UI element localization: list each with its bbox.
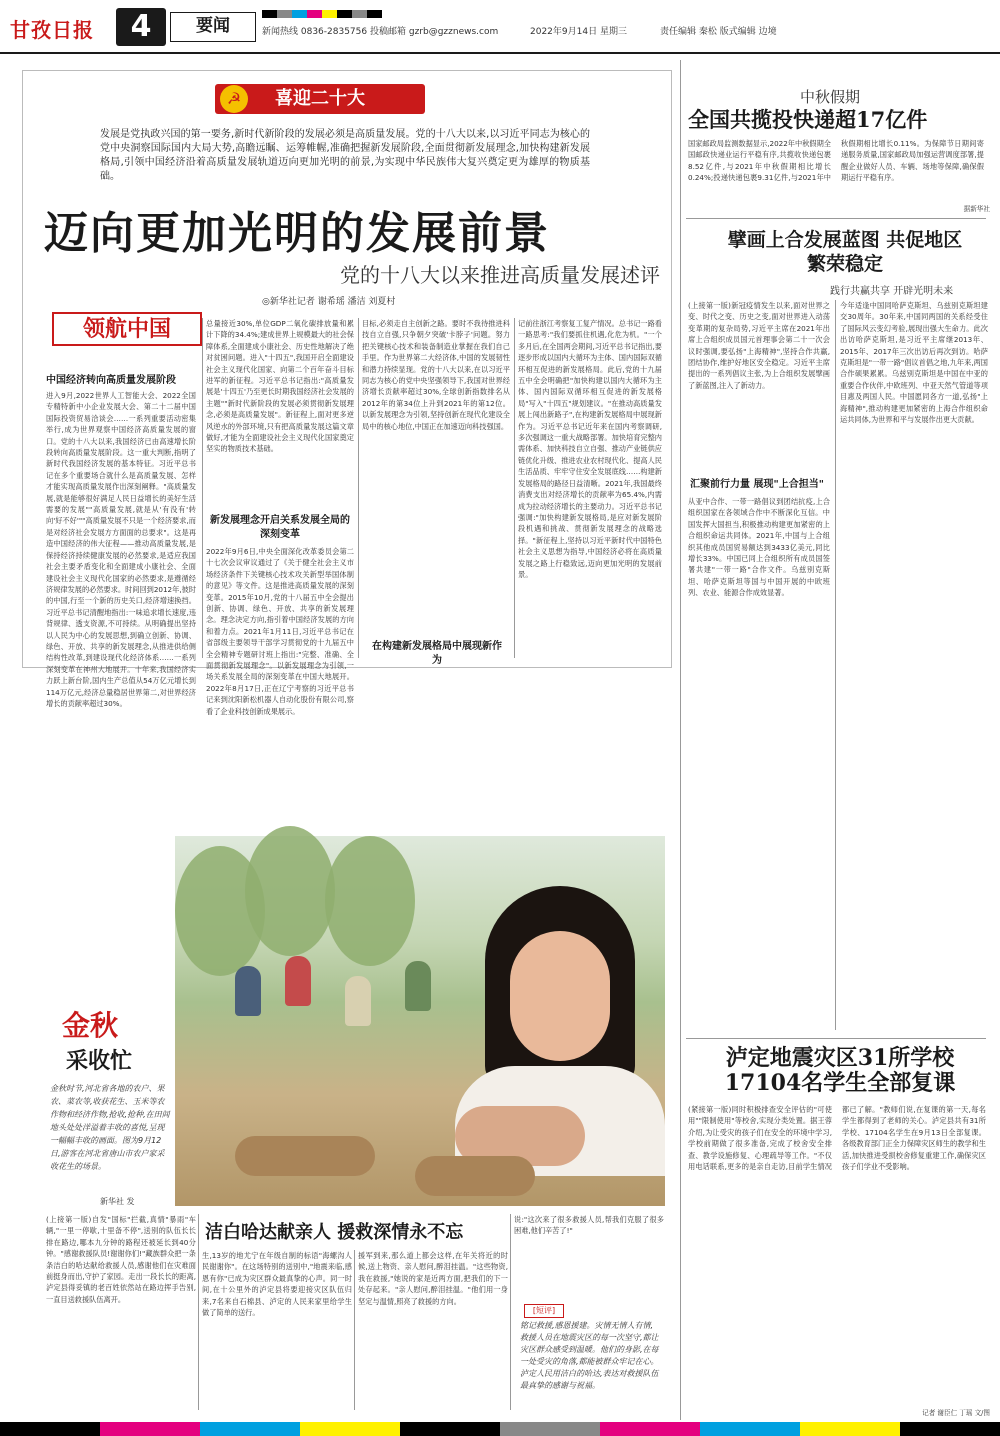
newspaper-logo: 甘孜日报 (10, 18, 94, 42)
sco-body-b: 从亚中合作、一带一路倡议到团结抗疫,上合组织国家在各领域合作中不断深化互信。中国发挥大国担当,积极推动构建更加紧密的上合组织命运共同体。2021年,中国与上合组织其他成员国贸易额达到3433亿美元,同比增长33%。中国已同上合组织所有成员国签署共建"一带一路"合作文件。乌兹别克斯坦、哈萨克斯坦等国与中国开展的中欧班列、农业、能源合作成效显著。 (688, 497, 830, 598)
lead-byline: ◎新华社记者 谢希瑶 潘洁 刘夏村 (262, 297, 396, 307)
column-divider (358, 318, 359, 658)
column-divider (514, 318, 515, 658)
hada-column-3: 援军到来,那么道上都会这样,在年关将近的时候,送上物资、亲人慰问,醉泪挂温。"这些物资,我在救援,"她说的家是近两方面,把我们的下一处存起来。"亲人慰问,醉泪挂温。"他们用一身坚定与温情,照亮了救援的方向。 (358, 1251, 508, 1306)
sco-subhead: 汇聚前行力量 展现"上合担当" (690, 479, 824, 490)
column-divider (198, 1214, 199, 1410)
column-divider (202, 318, 203, 658)
news-hotline: 新闻热线 0836-2835756 (262, 27, 368, 37)
express-body: 国家邮政局监测数据显示,2022年中秋假期全国邮政快递业运行平稳有序,共揽收快递包裹8.52亿件,与2021年中秋假期相比增长0.24%;投递快递包裹9.31亿件,与2021年中秋假期相比增长0.11%。为保障节日期间寄递服务质量,国家邮政局加强运营调度部署,提醒企业做好人员、车辆、场地等保障,确保假期运行平稳有序。 (688, 139, 984, 183)
column-divider (510, 1214, 511, 1410)
sco-body-c: 今年适逢中国同哈萨克斯坦、乌兹别克斯坦建交30周年。30年来,中国同两国的关系经受住了国际风云变幻考验,展现出强大生命力。此次出访哈萨克斯坦,是习近平主席继2013年、2015年、2017年三次出访后再次到访。哈萨克斯坦是"一带一路"倡议首倡之地,九年来,两国合作硕果累累。乌兹别克斯坦是中国在中亚的重要合作伙伴,中欧班列、中亚天然气管道等项目惠及两国人民。中国愿同各方一道,弘扬"上海精神",推动构建更加紧密的上海合作组织命运共同体,为世界和平与发展作出更大贡献。 (840, 301, 988, 425)
column-divider (835, 300, 836, 1030)
section-rule (686, 1038, 986, 1039)
masthead (0, 0, 1000, 54)
hada-column-4: 说:"这次来了很多救援人员,帮我们克服了很多困难,他们辛苦了!" (514, 1215, 664, 1236)
express-tag: 中秋假期 (800, 88, 861, 106)
sco-subheadline: 践行共赢共享 开辟光明未来 (830, 286, 954, 297)
hada-column-2: 生,13岁的地尤宁在年级自制的标语"海螺沟人民谢谢你"。在这场特别的送别中,"地震来临,感恩有你"已成为灾区群众最真挚的心声。同一时间,在十公里外的泸定县将要迎接灾区队伍归来,7名来自石棉县、泸定的人民来家里给学生做了简单的送行。 (202, 1251, 352, 1318)
lead-subhead-2: 新发展理念开启关系发展全局的深刻变革 (210, 515, 350, 540)
express-source: 据新华社 (963, 205, 990, 213)
column-tag: 领航中国 (52, 312, 202, 346)
lead-headline: 迈向更加光明的发展前景 (44, 208, 550, 259)
photo-caption: 金秋时节,河北省各地的农户、果农、菜农等,收获花生、玉米等农作物和经济作物,抢收,抢种,在田间地头处处洋溢着丰收的喜悦,呈现一幅幅丰收的画面。图为9月12日,游客在河北省唐山市农户家采收花生的场景。 (50, 1084, 170, 1171)
lead-column-3: 目标,必须走自主创新之路。要时不我待推进科技自立自强,只争朝夕突破'卡脖子'问题。努力把关键核心技术和装备制造业掌握在我们自己手里。作为世界第二大经济体,中国的发展韧性和潜力持续显现。党的十八大以来,在以习近平同志为核心的党中央坚强领导下,我国对世界经济增长贡献率超过30%,全球创新指数排名从2012年的第34位上升到2021年的第12位。以新发展理念为引领,坚持创新在现代化建设全局中的核心地位,中国正在加速迈向科技强国。 (362, 319, 510, 431)
lead-column-4: 记前往浙江考察复工复产情况。总书记一路看一路思考:"我们要抓住机遇,化危为机。"一个多月后,在全国两会期间,习近平总书记指出,要逐步形成以国内大循环为主体、国内国际双循环相互促进的新发展格局。此后,党的十九届五中全会明确把"加快构建以国内大循环为主体、国内国际双循环相互促进的新发展格局"写入"十四五"规划建议。"在推动高质量发展上闯出新路子",在构建新发展格局中展现新作为。习近平总书记近年来在国内考察调研,多次强调这一重大战略部署。加快培育完整内需体系、加快科技自立自强、推动产业链供应链优化升级、推进农业农村现代化、提高人民生活品质、牢牢守住安全发展底线……构建新发展格局的路径日益清晰。2021年,我国最终消费支出对经济增长的贡献率为65.4%,内需成为拉动经济增长的主要动力。习近平总书记强调:"加快构建新发展格局,是应对新发展阶段机遇和挑战、贯彻新发展理念的战略选择。"新征程上,坚持以习近平新时代中国特色社会主义思想为指导,中国经济必将在高质量发展之路上行稳致远,迈向更加光明的发展前景。 (518, 319, 662, 579)
column-divider (354, 1250, 355, 1410)
section-rule (686, 218, 986, 219)
luding-byline: 记者 谢臣仁 丁瑶 文/图 (922, 1409, 990, 1417)
color-registration-bar (262, 10, 382, 18)
page-number: 4 (116, 8, 166, 46)
right-column-divider (680, 60, 681, 1420)
photo-credit: 新华社 发 (100, 1197, 135, 1206)
celebrate-banner: 喜迎二十大 (215, 84, 425, 114)
sco-body-a: (上接第一版)新冠疫情发生以来,面对世界之变、时代之变、历史之变,面对世界进入动荡变革期的复杂局势,习近平主席在2021年出席上合组织成员国元首理事会第二十一次会议时强调,要弘扬"上海精神",坚持合作共赢,团结协作,维护好地区安全稳定。习近平主席提出的一系列倡议主张,为上合组织发展擘画了新蓝图,注入了新动力。 (688, 301, 830, 390)
feature-title-autumn: 金秋 (62, 1009, 119, 1042)
commentary-body: 铭记救援,感恩援建。灾情无情人有情,救援人员在地震灾区的每一次坚守,都让灾区群众感受到温暖。他们的身影,在每一处受灾的角落,都能被群众牢记在心。泸定人民用洁白的哈达,表达对救援队伍最真挚的感谢与祝福。 (520, 1321, 659, 1390)
lead-column-2: 总量接近30%,单位GDP二氧化碳排放量和累计下降的34.4%;建成世界上规模最大的社会保障体系,全面建成小康社会、历史性地解决了绝对贫困问题。进入"十四五",我国开启全面建设社会主义现代化国家、向第二个百年奋斗目标进军的新征程。习近平总书记指出:"高质量发展是'十四五'乃至更长时期我国经济社会发展的主题""新时代新阶段的发展必须贯彻新发展理念,必须是高质量发展"。新征程上,面对更多逆风逆水的外部环境,只有把高质量发展这篇文章做好,才能为全面建设社会主义现代化国家奠定坚实的物质技术基础。 (206, 319, 354, 454)
hada-headline: 洁白哈达献亲人 援救深情永不忘 (205, 1222, 464, 1243)
hada-column-1: (上接第一版)自发"国标"拦截,真情"暴雨"车辆,"一里一停歇,十里备不停",送别的队伍长长排在路边,哪本九分钟的路程还被延长到40分钟。"感谢救援队员!谢谢你们!"藏族群众把一条条洁白的哈达献给救援人员,感谢他们在灾难面前挺身而出,守护了家园。走出一段长长的距离,泸定县得妥镇的老百姓依然站在路边挥手告别,一直目送救援队伍离开。 (46, 1215, 196, 1304)
luding-headline: 泸定地震灾区31所学校 17104名学生全部复课 (724, 1045, 956, 1096)
luding-body: (紧接第一版)同时积极排查安全评估的"可使用""限制使用"等校舍,实现分类处置。据王蓉介绍,为让受灾的孩子们在安全的环境中学习,学校前期做了很多准备,完成了校舍安全排查、教学设施修复、心理疏导等工作。"不仅用电话联系,更多的是亲自走访,目前学生情况都已了解。"教师们说,在复课的第一天,每名学生都得到了老师的关心。泸定县共有31所学校、17104名学生在9月13日全部复课。各级教育部门正全力保障灾区师生的教学和生活,加快推进受损校舍修复重建工作,确保灾区孩子们学业不受影响。 (688, 1105, 986, 1172)
section-label: 要闻 (170, 12, 256, 42)
footer-registration-bar (0, 1422, 1000, 1436)
express-headline: 全国共揽投快递超17亿件 (688, 107, 928, 132)
lead-intro: 发展是党执政兴国的第一要务,新时代新阶段的发展必须是高质量发展。党的十八大以来,以习近平同志为核心的党中央洞察国际国内大局大势,高瞻远瞩、运筹帷幄,准确把握新发展阶段,全面贯彻新发展理念,加快构建新发展格局,引领中国经济沿着高质量发展轨道迈向更加光明的前景,为实现中华民族伟大复兴奠定更为雄厚的物质基础。 (100, 129, 590, 182)
lead-column-2b: 2022年9月6日,中央全面深化改革委员会第二十七次会议审议通过了《关于健全社会主义市场经济条件下关键核心技术攻关新型举国体制的意见》等文件。这是推进高质量发展的深刻变革。2015年10月,党的十八届五中全会提出创新、协调、绿色、开放、共享的新发展理念。理念决定方向,指引着中国经济发展的方向和着力点。2021年1月11日,习近平总书记在省部级主要领导干部学习贯彻党的十九届五中全会精神专题研讨班上指出:"完整、准确、全面贯彻新发展理念"。以新发展理念为引领,一场关系发展全局的深刻变革在中国大地展开。2022年8月17日,正在辽宁考察的习近平总书记来到沈阳新松机器人自动化股份有限公司,察看了企业科技创新成果展示。 (206, 547, 354, 716)
submission-email: 投稿邮箱 gzrb@gzznews.com (370, 27, 499, 37)
issue-date: 2022年9月14日 星期三 (530, 27, 627, 37)
sco-headline: 擘画上合发展蓝图 共促地区繁荣稳定 (727, 229, 963, 275)
lead-column-1: 进入9月,2022世界人工智能大会、2022全国专精特新中小企业发展大会、第二十二届中国国际投资贸易洽谈会……一系列重要活动密集举行,成为世界观察中国经济高质量发展的窗口。党的十八大以来,我国经济已由高速增长阶段转向高质量发展阶段。这一重大判断,指明了新时代我国经济发展的基本特征。习近平总书记在多个重要场合就什么是高质量发展、怎样才能实现高质量发展作出深刻阐释。"高质量发展,就是能够很好满足人民日益增长的美好生活需要的发展""高质量发展,就是从'有没有'转向'好不好'""高质量发展不只是一个经济要求,而是对经济社会发展方方面面的总要求"。这是再造中国经济的伟大征程——推动高质量发展,是保持经济持续健康发展的必然要求,是适应我国社会主要矛盾变化和全面建成小康社会、全面建设社会主义现代化国家的必然要求,是遵循经济规律发展的必然要求。时间回到2012年,彼时的中国,行至一个新的历史关口,经济增速换挡。习近平总书记清醒地指出:一味追求增长速度,违背规律、透支资源,不可持续。从明确提出坚持以人民为中心的发展思想,到确立创新、协调、绿色、开放、共享的新发展理念,从推进供给侧结构性改革,到建设现代化经济体系……一系列深刻变革在神州大地展开。十年来,我国经济实力跃上新台阶,国内生产总值从54万亿元增长到114万亿元,经济总量稳居世界第二,对世界经济增长的贡献率超过30%。 (46, 391, 196, 708)
party-emblem-icon: ☭ (220, 85, 248, 113)
masthead-rule (0, 52, 1000, 54)
commentary-tag: [短评] (524, 1304, 564, 1318)
lead-subhead-1: 中国经济转向高质量发展阶段 (46, 375, 176, 386)
editor-credits: 责任编辑 秦松 版式编辑 边境 (660, 27, 777, 37)
harvest-photo (175, 836, 665, 1206)
feature-title-harvest: 采收忙 (66, 1048, 133, 1074)
lead-subheadline: 党的十八大以来推进高质量发展述评 (340, 263, 660, 287)
lead-subhead-3: 在构建新发展格局中展现新作为 (372, 641, 502, 666)
